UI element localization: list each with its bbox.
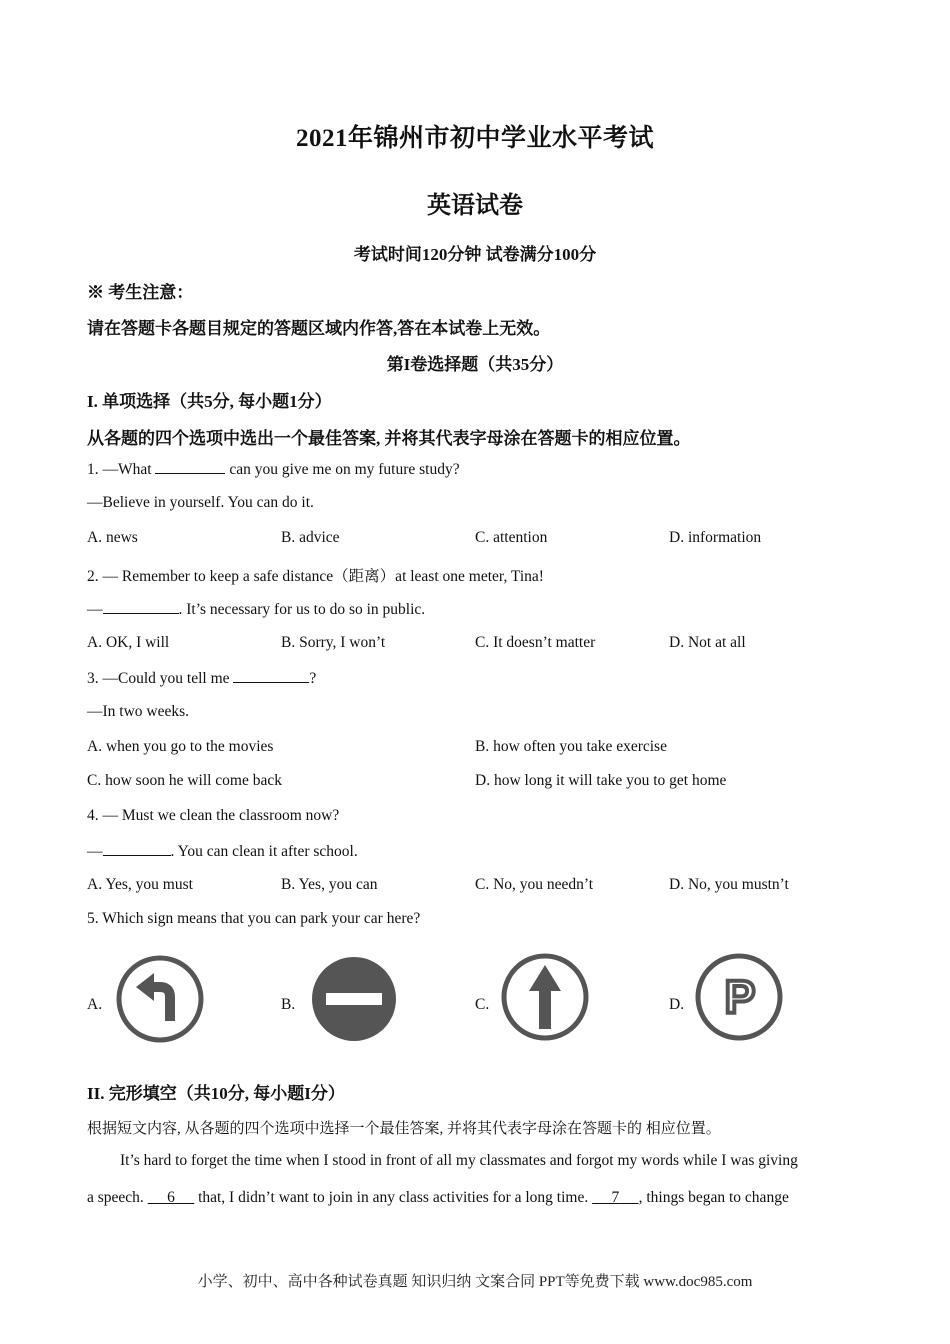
q3-option-b: B. how often you take exercise	[475, 738, 667, 755]
q4-option-a: A. Yes, you must	[87, 876, 193, 893]
q2-blank	[103, 599, 179, 614]
q1-stem-post: can you give me on my future study?	[225, 461, 460, 478]
q5-option-a-label: A.	[87, 996, 103, 1013]
q5-option-b-label: B.	[281, 996, 296, 1013]
subject-title: 英语试卷	[427, 193, 523, 219]
blank-6-number: 6	[167, 1189, 175, 1206]
q2-stem: 2. — Remember to keep a safe distance（距离）at least one meter, Tina!	[87, 568, 544, 585]
q2-option-b: B. Sorry, I won’t	[281, 634, 386, 651]
q4-stem: 4. — Must we clean the classroom now?	[87, 807, 340, 824]
q1-stem	[87, 459, 460, 479]
q3-stem	[87, 668, 316, 688]
blank-7	[592, 1189, 639, 1206]
passage-line-2	[87, 1189, 789, 1207]
parking-letter: P	[724, 971, 756, 1023]
q1-stem-pre: 1. —What	[87, 461, 156, 478]
q3-stem-pre: 3. —Could you tell me	[87, 670, 234, 687]
q2-option-a: A. OK, I will	[87, 634, 170, 651]
exam-title: 2021年锦州市初中学业水平考试	[295, 125, 654, 152]
q2-response-post: . It’s necessary for us to do so in public.	[178, 601, 426, 618]
q5-option-c-label: C.	[475, 996, 490, 1013]
q1-option-d: D. information	[669, 529, 762, 546]
exam-info: 考试时间120分钟 试卷满分100分	[353, 245, 597, 264]
q4-response-post: . You can clean it after school.	[170, 843, 358, 860]
blank-6	[148, 1189, 195, 1206]
q3-stem-post: ?	[309, 670, 317, 687]
q1-blank	[155, 459, 225, 474]
parking-sign-icon	[695, 953, 783, 1046]
q4-response-pre: —	[87, 843, 103, 860]
q1-option-a: A. news	[87, 529, 138, 546]
q4-option-d: D. No, you mustn’t	[669, 876, 789, 893]
section1-heading: I. 单项选择（共5分, 每小题1分）	[87, 392, 332, 411]
section2-heading: II. 完形填空（共10分, 每小题I分）	[87, 1084, 345, 1103]
q4-option-b: B. Yes, you can	[281, 876, 378, 893]
q3-response: —In two weeks.	[87, 703, 190, 720]
q3-option-d: D. how long it will take you to get home	[475, 772, 727, 789]
section1-instruction: 从各题的四个选项中选出一个最佳答案, 并将其代表字母涂在答题卡的相应位置。	[87, 429, 691, 448]
notice-text: 请在答题卡各题目规定的答题区域内作答,答在本试卷上无效。	[87, 319, 551, 338]
q4-option-c: C. No, you needn’t	[475, 876, 594, 893]
q2-option-d: D. Not at all	[669, 634, 746, 651]
q3-blank	[233, 668, 309, 683]
passage-line-2-post: , things began to change	[638, 1189, 789, 1206]
notice-title: ※ 考生注意：	[87, 283, 194, 302]
q3-option-a: A. when you go to the movies	[87, 738, 274, 755]
passage-line-2-mid: that, I didn’t want to join in any class activities for a long time.	[194, 1189, 593, 1206]
q1-option-b: B. advice	[281, 529, 340, 546]
q2-response-pre: —	[87, 601, 103, 618]
q1-option-c: C. attention	[475, 529, 548, 546]
q2-response	[87, 599, 425, 619]
turn-left-arrow-sign-icon	[116, 955, 204, 1048]
page-footer[interactable]: 小学、初中、高中各种试卷真题 知识归纳 文案合同 PPT等免费下载 www.doc985.com	[197, 1274, 753, 1290]
q1-response: —Believe in yourself. You can do it.	[87, 494, 314, 511]
q5-option-d-label: D.	[669, 996, 685, 1013]
q5-stem: 5. Which sign means that you can park your car here?	[87, 910, 421, 927]
passage-line-1: It’s hard to forget the time when I stood in front of all my classmates and forgot my words while I was giving	[120, 1152, 798, 1169]
no-entry-sign-icon	[310, 955, 398, 1048]
q2-option-c: C. It doesn’t matter	[475, 634, 596, 651]
blank-7-number: 7	[611, 1189, 620, 1206]
part-title: 第I卷选择题（共35分）	[386, 355, 564, 374]
section2-instruction: 根据短文内容, 从各题的四个选项中选择一个最佳答案, 并将其代表字母涂在答题卡的 相应位置。	[87, 1121, 721, 1137]
q4-blank	[103, 841, 171, 856]
q4-response	[87, 841, 358, 861]
q3-option-c: C. how soon he will come back	[87, 772, 283, 789]
passage-line-2-pre: a speech.	[87, 1189, 148, 1206]
straight-ahead-arrow-sign-icon	[501, 953, 589, 1046]
